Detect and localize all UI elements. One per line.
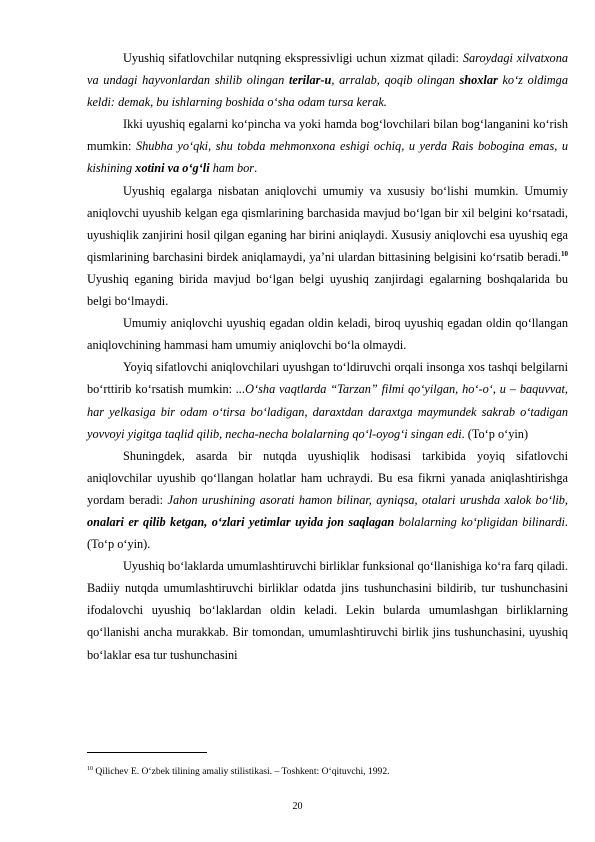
text-segment: ...O‘sha vaqtlarda “Tarzan” filmi qo‘yilgan, ho‘-o‘, u – baquvvat, har yelkasiga bir odam o‘tirsa bo‘ladigan, daraxtdan daraxtga maymundek sakrab o‘tadigan yovvoyi yigitga taqlid qilib, necha-necha bolalarning qo‘l-oyog‘i singan edi [87, 382, 568, 441]
text-segment: xotini va o‘g‘li [135, 161, 210, 176]
text-segment: ko‘z oldimga keldi: demak, bu ishlarning boshida o‘sha odam tursa kerak. [87, 73, 568, 110]
text-segment: . (To‘p o‘yin). [87, 514, 568, 552]
text-segment: Uyushiq eganing birida mavjud bo‘lgan belgi uyushiq zanjirdagi egalarning boshqalarida bu belgi bo‘lmaydi. [87, 271, 568, 309]
text-segment: . (To‘p o‘yin) [461, 426, 529, 441]
text-segment: , arralab, qoqib olingan [331, 73, 460, 88]
footnote-separator [87, 752, 207, 753]
paragraph [87, 555, 568, 665]
text-segment: Jahon urushining asorati hamon bilinar, ayniqsa, otalari urushda xalok bo‘lib, [167, 492, 568, 507]
footnote-number: 10 [87, 765, 93, 772]
text-segment: Shuningdek, asarda bir nutqda uyushiqlik hodisasi tarkibida yoyiq sifatlovchi aniqlovchilar uyushib qo‘llangan holatlar ham uchraydi. Bu esa fikrni yanada aniqlashtirishga yordam beradi: [87, 448, 568, 507]
page-number: 20 [292, 801, 303, 812]
text-segment: Uyushiq sifatlovchilar nutqning ekspressivligi uchun xizmat qiladi: [123, 51, 463, 65]
text-segment: . [254, 161, 258, 176]
paragraph [87, 47, 568, 113]
text-segment: bolalarning ko‘pligidan bilinardi [394, 514, 565, 529]
paragraph [87, 180, 568, 313]
main-text [87, 47, 568, 666]
text-segment: Umumiy aniqlovchi uyushiq egadan oldin keladi, biroq uyushiq egadan oldin qo‘llangan aniqlovchining hammasi ham umumiy aniqlovchi bo‘la olmaydi. [87, 316, 568, 353]
text-segment: Saroydagi xilvatxona va undagi hayvonlardan shilib olingan [87, 51, 568, 88]
text-segment: Uyushiq bo‘laklarda umumlashtiruvchi birliklar funksional qo‘llanishiga ko‘ra farq qiladi. Badiiy nutqda umumlashtiruvchi birliklar odatda jins tushunchasini bildirib, tur tushunchasini ifodalovchi uyushiq bo‘laklardan oldin keladi. Lekin bularda umumlashgan birliklarning qo‘llanishi ancha murakkab. Bir tomondan, umumlashtiruvchi birlik jins tushunchasini, uyushiq bo‘laklar esa tur tushunchasini [87, 559, 568, 662]
footnote-reference: 10 [561, 249, 568, 258]
text-segment: Ikki uyushiq egalarni ko‘pincha va yoki hamda bog‘lovchilari bilan bog‘langanini ko‘rish mumkin: [87, 117, 568, 154]
paragraph [87, 445, 568, 555]
text-segment: terilar-u [289, 73, 332, 88]
text-segment: shoxlar [459, 73, 498, 88]
footnote-text: Qilichev E. O‘zbek tilining amaliy stilistikasi. – Toshkent: O‘qituvchi, 1992. [93, 766, 390, 777]
text-segment: Yoyiq sifatlovchi aniqlovchilari uyushgan to‘ldiruvchi orqali insonga xos tashqi belgilarni bo‘rttirib ko‘rsatish mumkin: [87, 360, 568, 397]
footnote [87, 765, 568, 778]
paragraph [87, 356, 568, 444]
text-segment: ham bor [209, 161, 255, 176]
paragraph [87, 113, 568, 179]
paragraph [87, 312, 568, 356]
text-segment: Uyushiq egalarga nisbatan aniqlovchi umumiy va xususiy bo‘lishi mumkin. Umumiy aniqlovchi uyushib kelgan ega qismlarining barchasida mavjud bo‘lgan bir xil belgini ko‘rsatadi, uyushiqlik zanjirini hosil qilgan eganing har birini aniqlaydi. Xususiy aniqlovchi esa uyushiq ega qismlarining barchasini birdek aniqlamaydi, ya’ni ulardan bittasining belgisini ko‘rsatib beradi. [87, 183, 568, 264]
text-segment: onalari er qilib ketgan, o‘zlari yetimlar uyida jon saqlagan [87, 514, 395, 529]
text-segment: Shubha yo‘qki, shu tobda mehmonxona eshigi ochiq, u yerda Rais bobogina emas, u kishining [87, 139, 569, 176]
